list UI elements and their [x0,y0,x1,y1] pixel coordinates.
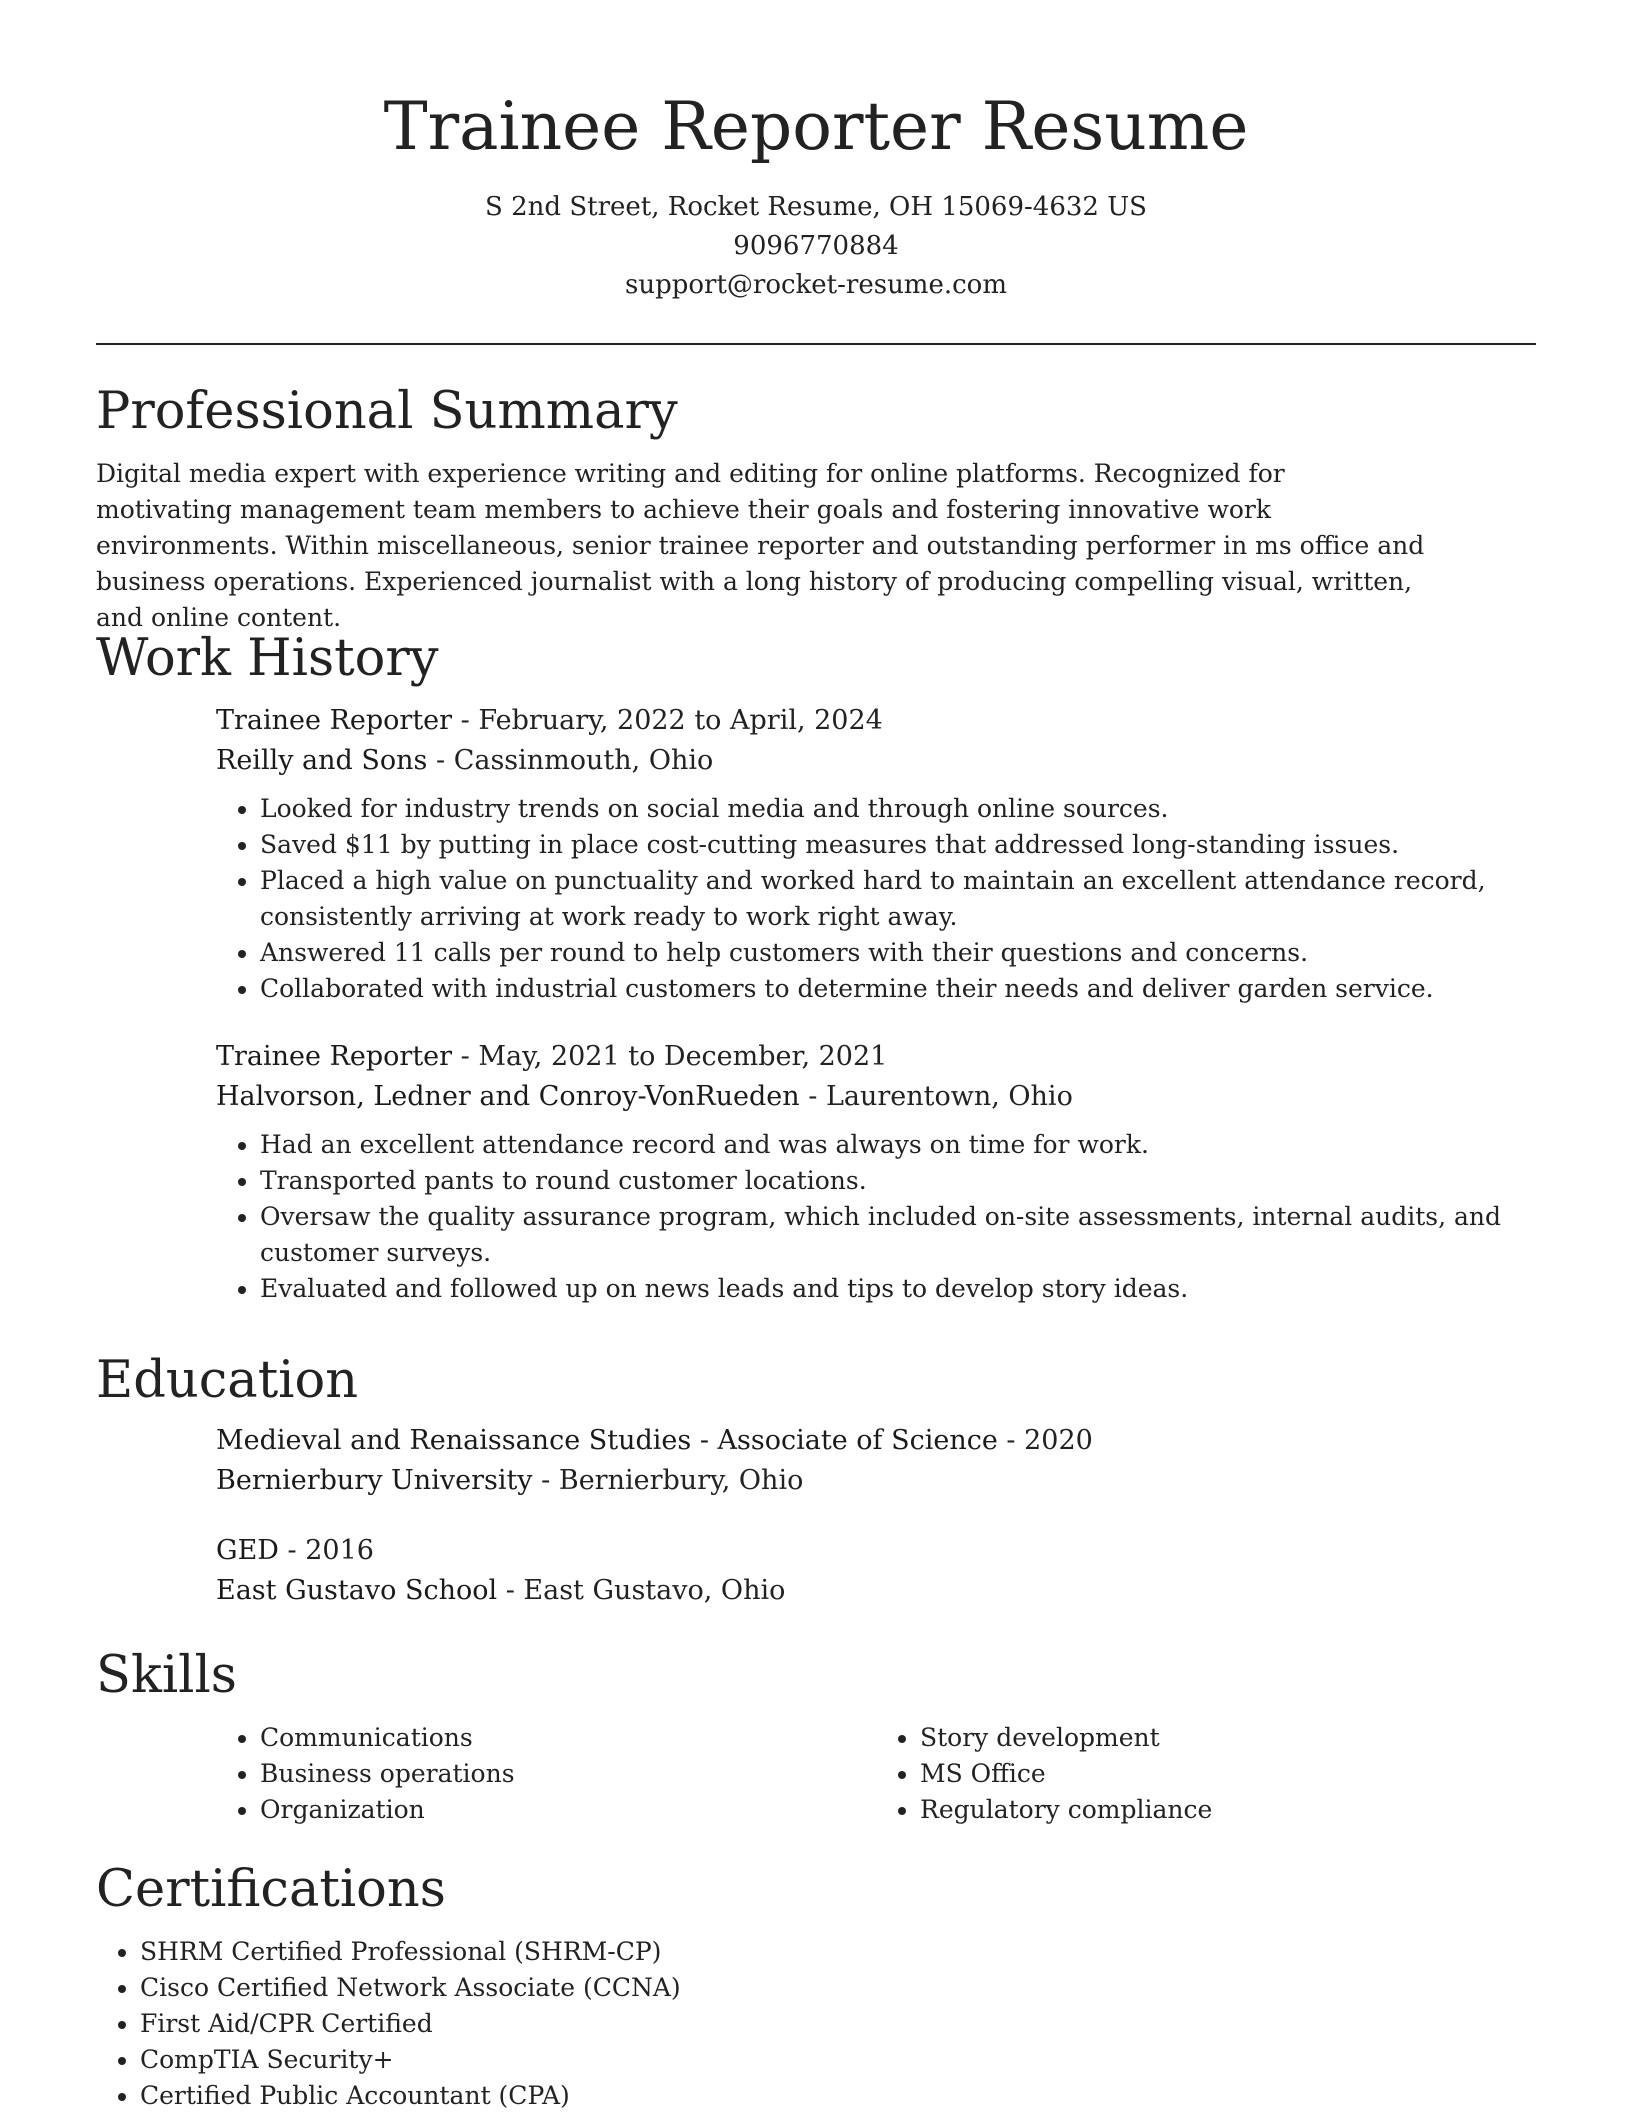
education-year: - 2016 [278,1535,374,1566]
header-divider [96,343,1536,345]
job-title-line [216,1037,1536,1077]
skills-section [96,1644,1536,1828]
skills-heading: Skills [96,1646,237,1705]
job-dates: - February, 2022 to April, 2024 [452,705,883,736]
certifications-list [96,1934,1536,2114]
job-bullet-list [216,791,1536,1007]
education-location: - East Gustavo, Ohio [497,1575,786,1606]
education-location: - Bernierbury, Ohio [532,1465,804,1496]
education-degree-line [216,1531,1536,1571]
education-school-line [216,1571,1536,1611]
address-text: S 2nd Street, Rocket Resume, OH 15069-4632 US [485,192,1147,222]
resume-header [96,0,1536,345]
education-school: Bernierbury University [216,1465,533,1496]
education-section [96,1349,1536,1611]
job-bullet: • Placed a high value on punctuality and worked hard to maintain an excellent attendance record, consistently arriving at work ready to work right away. [260,863,1536,935]
certification-item: • Cisco Certified Network Associate (CCNA) [140,1970,1536,2006]
job-dates: - May, 2021 to December, 2021 [452,1041,888,1072]
job-bullet-list [216,1127,1536,1307]
contact-block [96,188,1536,305]
certifications-heading: Certifications [96,1860,446,1919]
education-school-line [216,1461,1536,1501]
job-location: - Laurentown, Ohio [799,1081,1073,1112]
certification-item: • Certified Public Accountant (CPA) [140,2078,1536,2114]
education-school: East Gustavo School [216,1575,498,1606]
skill-item: • Communications [260,1720,876,1756]
certifications-section [96,1858,1536,2114]
education-heading: Education [96,1351,359,1410]
skill-item: • MS Office [920,1756,1536,1792]
education-year: - 2020 [997,1425,1093,1456]
skill-item: • Story development [920,1720,1536,1756]
certification-item: • CompTIA Security+ [140,2042,1536,2078]
summary-heading: Professional Summary [96,382,678,441]
job-company: Reilly and Sons [216,745,428,776]
job-bullet: • Had an excellent attendance record and was always on time for work. [260,1127,1536,1163]
skills-list-left [216,1720,876,1828]
job-title-line [216,701,1536,741]
job-company-line [216,1077,1536,1117]
job-bullet: • Collaborated with industrial customers to determine their needs and deliver garden service. [260,971,1536,1007]
resume-title: Trainee Reporter Resume [383,88,1249,165]
education-entry [216,1531,1536,1611]
job-company: Halvorson, Ledner and Conroy-VonRueden [216,1081,800,1112]
phone-text: 9096770884 [733,231,899,261]
job-bullet: • Looked for industry trends on social media and through online sources. [260,791,1536,827]
job-bullet: • Answered 11 calls per round to help customers with their questions and concerns. [260,935,1536,971]
job-company-line [216,741,1536,781]
job-bullet: • Transported pants to round customer locations. [260,1163,1536,1199]
job-location: - Cassinmouth, Ohio [427,745,714,776]
education-degree: GED [216,1535,279,1566]
work-history-heading: Work History [96,629,439,688]
skill-item: • Organization [260,1792,876,1828]
skill-item: • Business operations [260,1756,876,1792]
resume-page [96,0,1536,2110]
skills-list-right [876,1720,1536,1828]
summary-section [96,380,1536,636]
job-position: Trainee Reporter [216,1041,453,1072]
education-entry [216,1421,1536,1501]
certification-item: • SHRM Certified Professional (SHRM-CP) [140,1934,1536,1970]
email-text: support@rocket-resume.com [624,270,1007,300]
work-history-section [96,627,1536,1307]
job-bullet: • Saved $11 by putting in place cost-cutting measures that addressed long-standing issues. [260,827,1536,863]
job-bullet: • Oversaw the quality assurance program, which included on-site assessments, internal audits, and customer surveys. [260,1199,1536,1271]
job-position: Trainee Reporter [216,705,453,736]
job-bullet: • Evaluated and followed up on news leads and tips to develop story ideas. [260,1271,1536,1307]
skill-item: • Regulatory compliance [920,1792,1536,1828]
summary-paragraph: Digital media expert with experience writing and editing for online platforms. Recognized for motivating management team members to achieve their goals and fostering innovative work environments. Within miscellaneous, senior trainee reporter and outstanding performer in ms office and business operations. Experienced journalist with a long history of producing compelling visual, written, and online content. [96,459,1425,632]
education-degree: Medieval and Renaissance Studies - Associate of Science [216,1425,998,1456]
skills-columns [216,1720,1536,1828]
job-entry [216,701,1536,1007]
education-degree-line [216,1421,1536,1461]
certification-item: • First Aid/CPR Certified [140,2006,1536,2042]
job-entry [216,1037,1536,1307]
